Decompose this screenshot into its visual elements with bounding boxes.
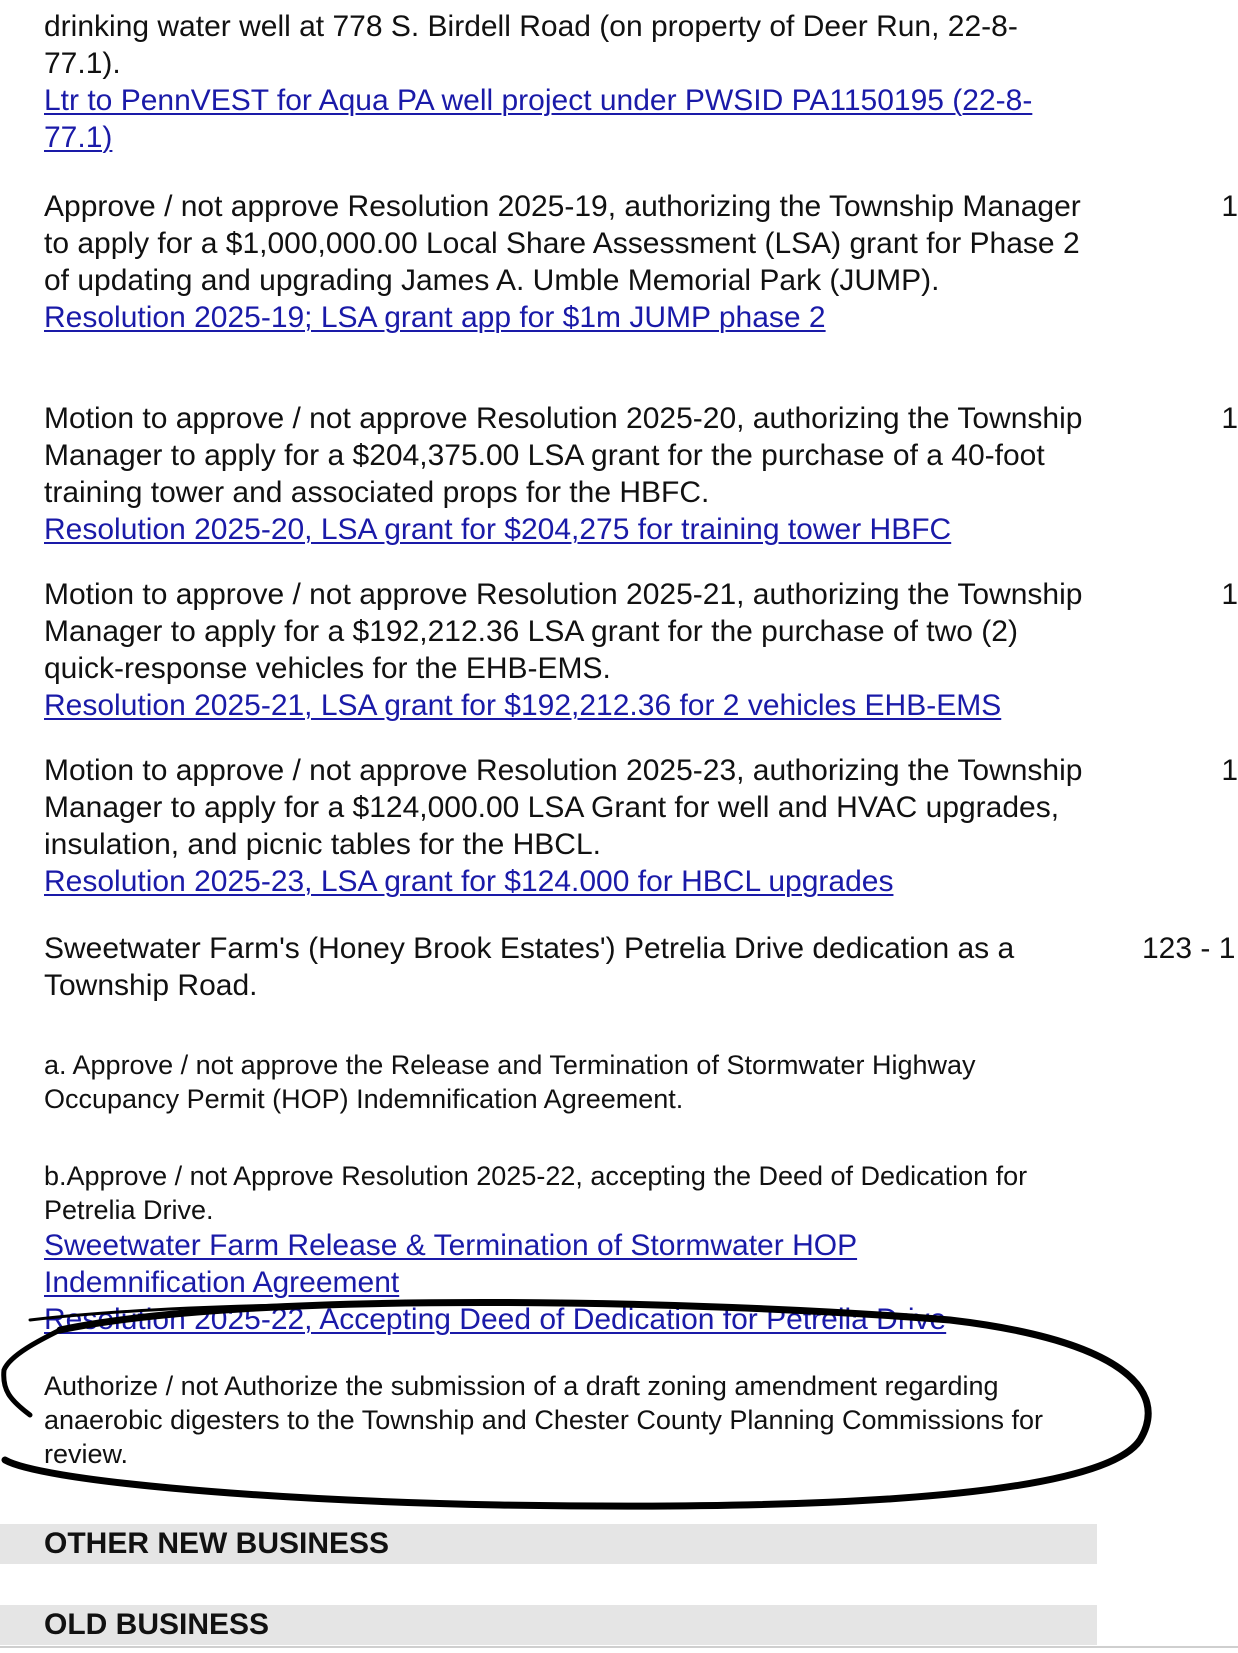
agenda-item-text: drinking water well at 778 S. Birdell Road (on property of Deer Run, 22-8-77.1).	[44, 10, 1018, 80]
page-reference: 1	[1221, 190, 1238, 223]
agenda-subitem-a	[44, 1048, 1094, 1116]
agenda-item-zoning-amendment	[44, 1369, 1094, 1471]
agenda-subitem-text: a. Approve / not approve the Release and Termination of Stormwater Highway Occupancy Permit (HOP) Indemnification Agreement.	[44, 1050, 976, 1114]
agenda-item-resolution-2025-19	[44, 188, 1094, 336]
agenda-item-text: Sweetwater Farm's (Honey Brook Estates') Petrelia Drive dedication as a Township Road.	[44, 932, 1015, 1002]
agenda-subitem-b	[44, 1159, 1094, 1338]
agenda-item-well	[44, 8, 1094, 156]
section-title: OLD BUSINESS	[44, 1608, 270, 1641]
agenda-item-text: Motion to approve / not approve Resolution 2025-23, authorizing the Township Manager to apply for a $124,000.00 LSA Grant for well and HVAC upgrades, insulation, and picnic tables for the HBCL.	[44, 754, 1083, 861]
agenda-item-text: Motion to approve / not approve Resolution 2025-21, authorizing the Township Manager to apply for a $192,212.36 LSA grant for the purchase of two (2) quick-response vehicles for the EHB-EMS.	[44, 578, 1083, 685]
agenda-item-resolution-2025-23	[44, 752, 1094, 900]
section-title: OTHER NEW BUSINESS	[44, 1527, 390, 1560]
section-other-new-business	[0, 1524, 1097, 1564]
agenda-item-text: Authorize / not Authorize the submission of a draft zoning amendment regarding anaerobic digesters to the Township and Chester County Planning Commissions for review.	[44, 1371, 1044, 1469]
agenda-item-resolution-2025-20	[44, 400, 1094, 548]
section-old-business	[0, 1605, 1097, 1645]
agenda-item-text: Approve / not approve Resolution 2025-19, authorizing the Township Manager to apply for a $1,000,000.00 Local Share Assessment (LSA) grant for Phase 2 of updating and upgrading James A. Umble Memorial Park (JUMP).	[44, 190, 1081, 297]
agenda-item-link[interactable]: Resolution 2025-21, LSA grant for $192,212.36 for 2 vehicles EHB-EMS	[44, 689, 1002, 722]
agenda-item-link[interactable]: Ltr to PennVEST for Aqua PA well project under PWSID PA1150195 (22-8-77.1)	[44, 84, 1033, 154]
agenda-subitem-link-release[interactable]: Sweetwater Farm Release & Termination of Stormwater HOP Indemnification Agreement	[44, 1229, 858, 1299]
page-reference: 1	[1221, 578, 1238, 611]
page-reference: 1	[1221, 402, 1238, 435]
agenda-item-link[interactable]: Resolution 2025-20, LSA grant for $204,275 for training tower HBFC	[44, 513, 952, 546]
agenda-item-link[interactable]: Resolution 2025-19; LSA grant app for $1m JUMP phase 2	[44, 301, 826, 334]
page-reference: 123 - 1	[1142, 932, 1236, 965]
agenda-subitem-link-resolution-2025-22[interactable]: Resolution 2025-22, Accepting Deed of Dedication for Petrelia Drive	[44, 1303, 947, 1336]
agenda-subitem-text: b.Approve / not Approve Resolution 2025-22, accepting the Deed of Dedication for Petrelia Drive.	[44, 1161, 1028, 1225]
agenda-item-text: Motion to approve / not approve Resolution 2025-20, authorizing the Township Manager to apply for a $204,375.00 LSA grant for the purchase of a 40-foot training tower and associated props for the HBFC.	[44, 402, 1083, 509]
agenda-item-resolution-2025-21	[44, 576, 1094, 724]
page-bottom-divider	[0, 1646, 1238, 1648]
page-reference: 1	[1221, 754, 1238, 787]
agenda-item-link[interactable]: Resolution 2025-23, LSA grant for $124.000 for HBCL upgrades	[44, 865, 894, 898]
agenda-item-petrelia-drive	[44, 930, 1074, 1004]
